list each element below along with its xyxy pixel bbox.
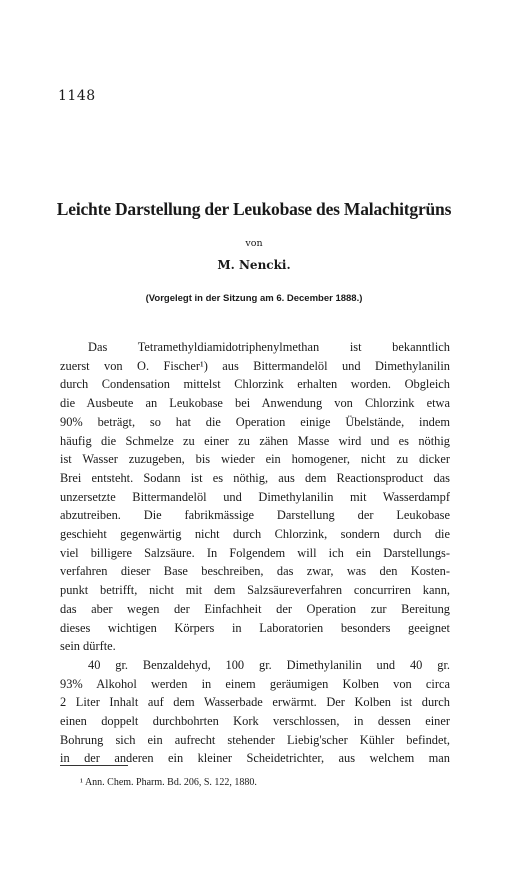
- text-line: dieses wichtigen Körpers in Laboratorien besonders geeignet: [60, 620, 450, 635]
- text-line: Brei entsteht. Sodann ist es nöthig, aus dem Reactionsproduct das: [60, 470, 450, 485]
- text-line: das aber wegen der Einfachheit der Operation zur Bereitung: [60, 601, 450, 616]
- text-line: punkt betrifft, nicht mit dem Salzsäureverfahren concurriren kann,: [60, 583, 450, 598]
- by-line-von: von: [245, 238, 263, 249]
- paragraph-2: [60, 656, 450, 768]
- text-line: viel billigere Salzsäure. In Folgendem will ich ein Darstellungs-: [60, 545, 450, 560]
- text-line: durch Condensation mittelst Chlorzink erhalten worden. Obgleich: [60, 377, 450, 392]
- body-text: [60, 338, 450, 768]
- text-line: häufig die Schmelze zu einer zu zähen Masse wird und es nöthig: [60, 433, 450, 448]
- paragraph-1: [60, 338, 450, 656]
- footnote-divider: [60, 765, 128, 766]
- text-line: Bohrung sich ein aufrecht stehender Liebig'scher Kühler befindet,: [60, 732, 450, 747]
- text-line: in der anderen ein kleiner Scheidetrichter, aus welchem man: [60, 751, 450, 766]
- text-line: geschieht gegenwärtig nicht durch Chlorzink, sondern durch die: [60, 527, 450, 542]
- presentation-note: (Vorgelegt in der Sitzung am 6. December 1888.): [145, 293, 363, 304]
- text-line: 90% beträgt, so hat die Operation einige Übelstände, indem: [60, 414, 450, 429]
- text-line: zuerst von O. Fischer¹) aus Bittermandelöl und Dimethylanilin: [60, 358, 450, 373]
- text-line: verfahren dieser Base beschreiben, das zwar, was den Kosten-: [60, 564, 450, 579]
- text-line: ist Wasser zuzugeben, bis wieder ein homogener, nicht zu dicker: [60, 452, 450, 467]
- page-number: 1148: [58, 88, 96, 104]
- text-line: 40 gr. Benzaldehyd, 100 gr. Dimethylanilin und 40 gr.: [88, 657, 450, 672]
- article-title: Leichte Darstellung der Leukobase des Malachitgrüns: [56, 199, 452, 219]
- text-line: unzersetzte Bittermandelöl und Dimethylanilin mit Wasserdampf: [60, 489, 450, 504]
- text-line: sein dürfte.: [60, 639, 116, 654]
- text-line: abzutreiben. Die fabrikmässige Darstellung der Leukobase: [60, 508, 450, 523]
- text-line: 2 Liter Inhalt auf dem Wasserbade erwärmt. Der Kolben ist durch: [60, 695, 450, 710]
- author-name: M. Nencki.: [217, 258, 291, 272]
- text-line: Das Tetramethyldiamidotriphenylmethan ist bekanntlich: [88, 340, 450, 354]
- footnote: ¹ Ann. Chem. Pharm. Bd. 206, S. 122, 1880.: [80, 777, 257, 788]
- text-line: die Ausbeute an Leukobase bei Anwendung von Chlorzink etwa: [60, 396, 450, 411]
- text-line: 93% Alkohol werden in einem geräumigen Kolben von circa: [60, 676, 450, 691]
- text-line: einen doppelt durchbohrten Kork verschlossen, in dessen einer: [60, 714, 450, 729]
